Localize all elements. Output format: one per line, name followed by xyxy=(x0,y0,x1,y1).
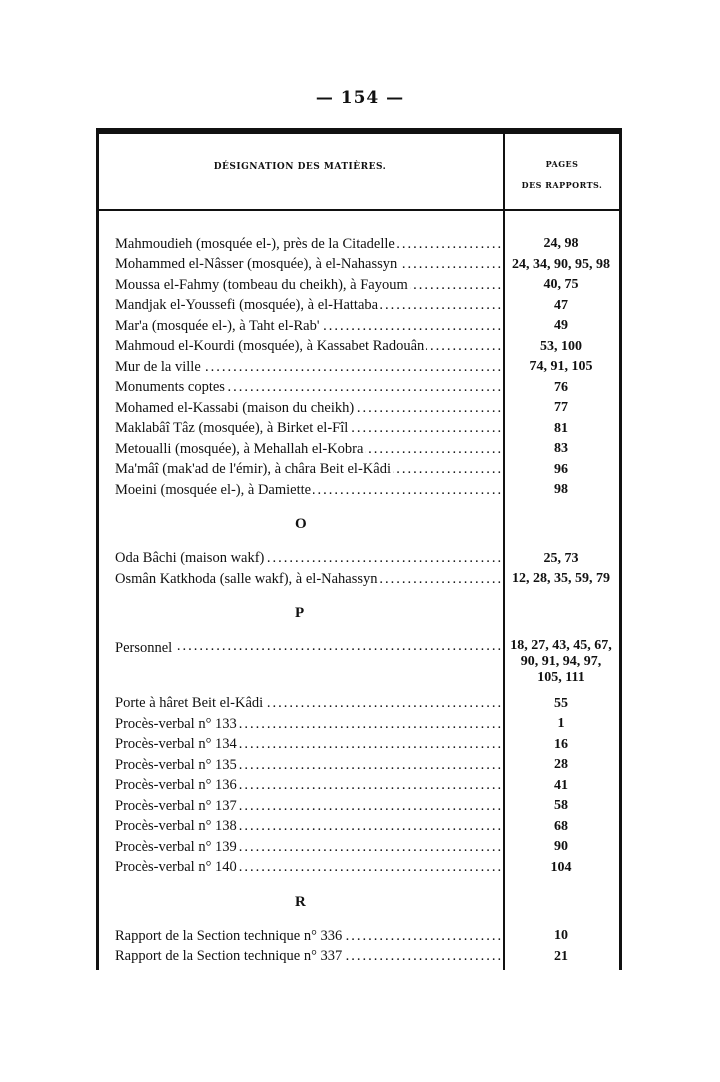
entry-pages: 55 xyxy=(554,695,568,711)
page-number: — 154 — xyxy=(315,88,405,108)
index-entry xyxy=(115,316,621,337)
index-entry xyxy=(115,947,621,968)
entry-pages: 28 xyxy=(554,757,568,773)
entry-label: Procès-verbal n° 140 xyxy=(115,859,237,876)
entry-pages: 47 xyxy=(554,297,568,313)
entry-label: Moeini (mosquée el-), à Damiette xyxy=(115,481,312,498)
header-pages xyxy=(505,154,619,196)
index-entry xyxy=(115,296,621,317)
entry-label: Mandjak el-Youssefi (mosquée), à el-Hattaba xyxy=(115,297,379,314)
entry-label: Mar'a (mosquée el-), à Taht el-Rab' xyxy=(115,317,320,334)
entry-pages: 76 xyxy=(554,379,568,395)
index-entry xyxy=(115,419,621,440)
index-entry xyxy=(115,398,621,419)
entry-label: Mohammed el-Nâsser (mosquée), à el-Nahassyn xyxy=(115,256,398,273)
index-entry xyxy=(115,275,621,296)
index-entry xyxy=(115,776,621,797)
header-designation: DÉSIGNATION DES MATIÈRES. xyxy=(213,162,387,172)
entry-label: Metoualli (mosquée), à Mehallah el-Kobra xyxy=(115,440,364,457)
index-entry xyxy=(115,755,621,776)
section-letter-o: O xyxy=(295,516,307,532)
index-entry xyxy=(115,460,621,481)
index-entry xyxy=(115,858,621,879)
index-entry xyxy=(115,638,621,694)
entry-pages: 98 xyxy=(554,482,568,498)
entry-pages: 16 xyxy=(554,736,568,752)
entry-pages: 12, 28, 35, 59, 79 xyxy=(512,571,610,587)
entry-pages: 24, 98 xyxy=(543,236,579,252)
entry-label: Osmân Katkhoda (salle wakf), à el-Nahassyn xyxy=(115,570,378,587)
index-table xyxy=(96,128,622,970)
index-entry xyxy=(115,255,621,276)
entry-label: Procès-verbal n° 135 xyxy=(115,756,237,773)
entry-pages: 96 xyxy=(554,461,568,477)
entry-label: Mahmoud el-Kourdi (mosquée), à Kassabet Radouân xyxy=(115,338,425,355)
entry-label: Moussa el-Fahmy (tombeau du cheikh), à Fayoum xyxy=(115,276,408,293)
entry-pages: 1 xyxy=(557,716,565,732)
index-entry xyxy=(115,817,621,838)
section-letter-p: P xyxy=(295,605,305,621)
entry-pages: 83 xyxy=(554,441,568,457)
index-entry xyxy=(115,694,621,715)
entry-pages: 24, 34, 90, 95, 98 xyxy=(512,256,610,272)
entry-pages: 74, 91, 105 xyxy=(529,359,593,375)
entry-label: Mur de la ville xyxy=(115,358,201,375)
entry-pages: 25, 73 xyxy=(543,550,579,566)
index-entry xyxy=(115,549,621,570)
index-rows xyxy=(115,234,621,967)
index-entry xyxy=(115,926,621,947)
entry-pages-line: 105, 111 xyxy=(537,669,585,685)
entry-pages: 77 xyxy=(554,400,568,416)
index-entry xyxy=(115,480,621,501)
entry-pages-line: 18, 27, 43, 45, 67, xyxy=(510,637,612,653)
header-pages-line1: PAGES xyxy=(545,159,579,169)
entry-pages: 41 xyxy=(554,777,568,793)
entry-label: Procès-verbal n° 137 xyxy=(115,797,237,814)
index-entry xyxy=(115,234,621,255)
header-rule xyxy=(99,209,619,211)
index-entry xyxy=(115,569,621,590)
entry-pages: 81 xyxy=(554,420,568,436)
entry-label: Porte à hâret Beit el-Kâdi xyxy=(115,695,264,712)
entry-label: Personnel xyxy=(115,639,173,656)
entry-pages: 40, 75 xyxy=(543,277,579,293)
entry-label: Procès-verbal n° 134 xyxy=(115,736,237,753)
entry-label: Rapport de la Section technique n° 336 xyxy=(115,927,343,944)
entry-pages: 58 xyxy=(554,798,568,814)
entry-label: Procès-verbal n° 133 xyxy=(115,715,237,732)
entry-pages: 21 xyxy=(554,948,568,964)
header-pages-line2: DES RAPPORTS. xyxy=(521,180,603,190)
entry-label: Procès-verbal n° 136 xyxy=(115,777,237,794)
entry-label: Mahmoudieh (mosquée el-), près de la Citadelle xyxy=(115,235,395,252)
entry-label: Procès-verbal n° 138 xyxy=(115,818,237,835)
index-entry xyxy=(115,714,621,735)
index-entry xyxy=(115,337,621,358)
entry-label: Maklabâî Tâz (mosquée), à Birket el-Fîl xyxy=(115,420,349,437)
entry-pages-line: 90, 91, 94, 97, xyxy=(520,653,602,669)
entry-label: Oda Bâchi (maison wakf) xyxy=(115,550,265,567)
index-entry xyxy=(115,837,621,858)
section-letter-r: R xyxy=(295,893,306,910)
entry-pages: 10 xyxy=(554,928,568,944)
index-entry xyxy=(115,735,621,756)
entry-label: Rapport de la Section technique n° 337 xyxy=(115,948,343,965)
entry-pages: 53, 100 xyxy=(540,338,582,354)
index-entry xyxy=(115,378,621,399)
entry-pages: 90 xyxy=(554,839,568,855)
index-entry xyxy=(115,357,621,378)
index-entry xyxy=(115,796,621,817)
index-entry xyxy=(115,439,621,460)
entry-pages: 104 xyxy=(550,859,572,875)
entry-label: Monuments coptes xyxy=(115,379,225,396)
entry-pages: 49 xyxy=(554,318,568,334)
entry-label: Procès-verbal n° 139 xyxy=(115,838,237,855)
entry-label: Mohamed el-Kassabi (maison du cheikh) xyxy=(115,399,355,416)
entry-pages xyxy=(501,638,621,686)
entry-label: Ma'mâî (mak'ad de l'émir), à châra Beit el-Kâdi xyxy=(115,461,391,478)
entry-pages: 68 xyxy=(554,818,568,834)
